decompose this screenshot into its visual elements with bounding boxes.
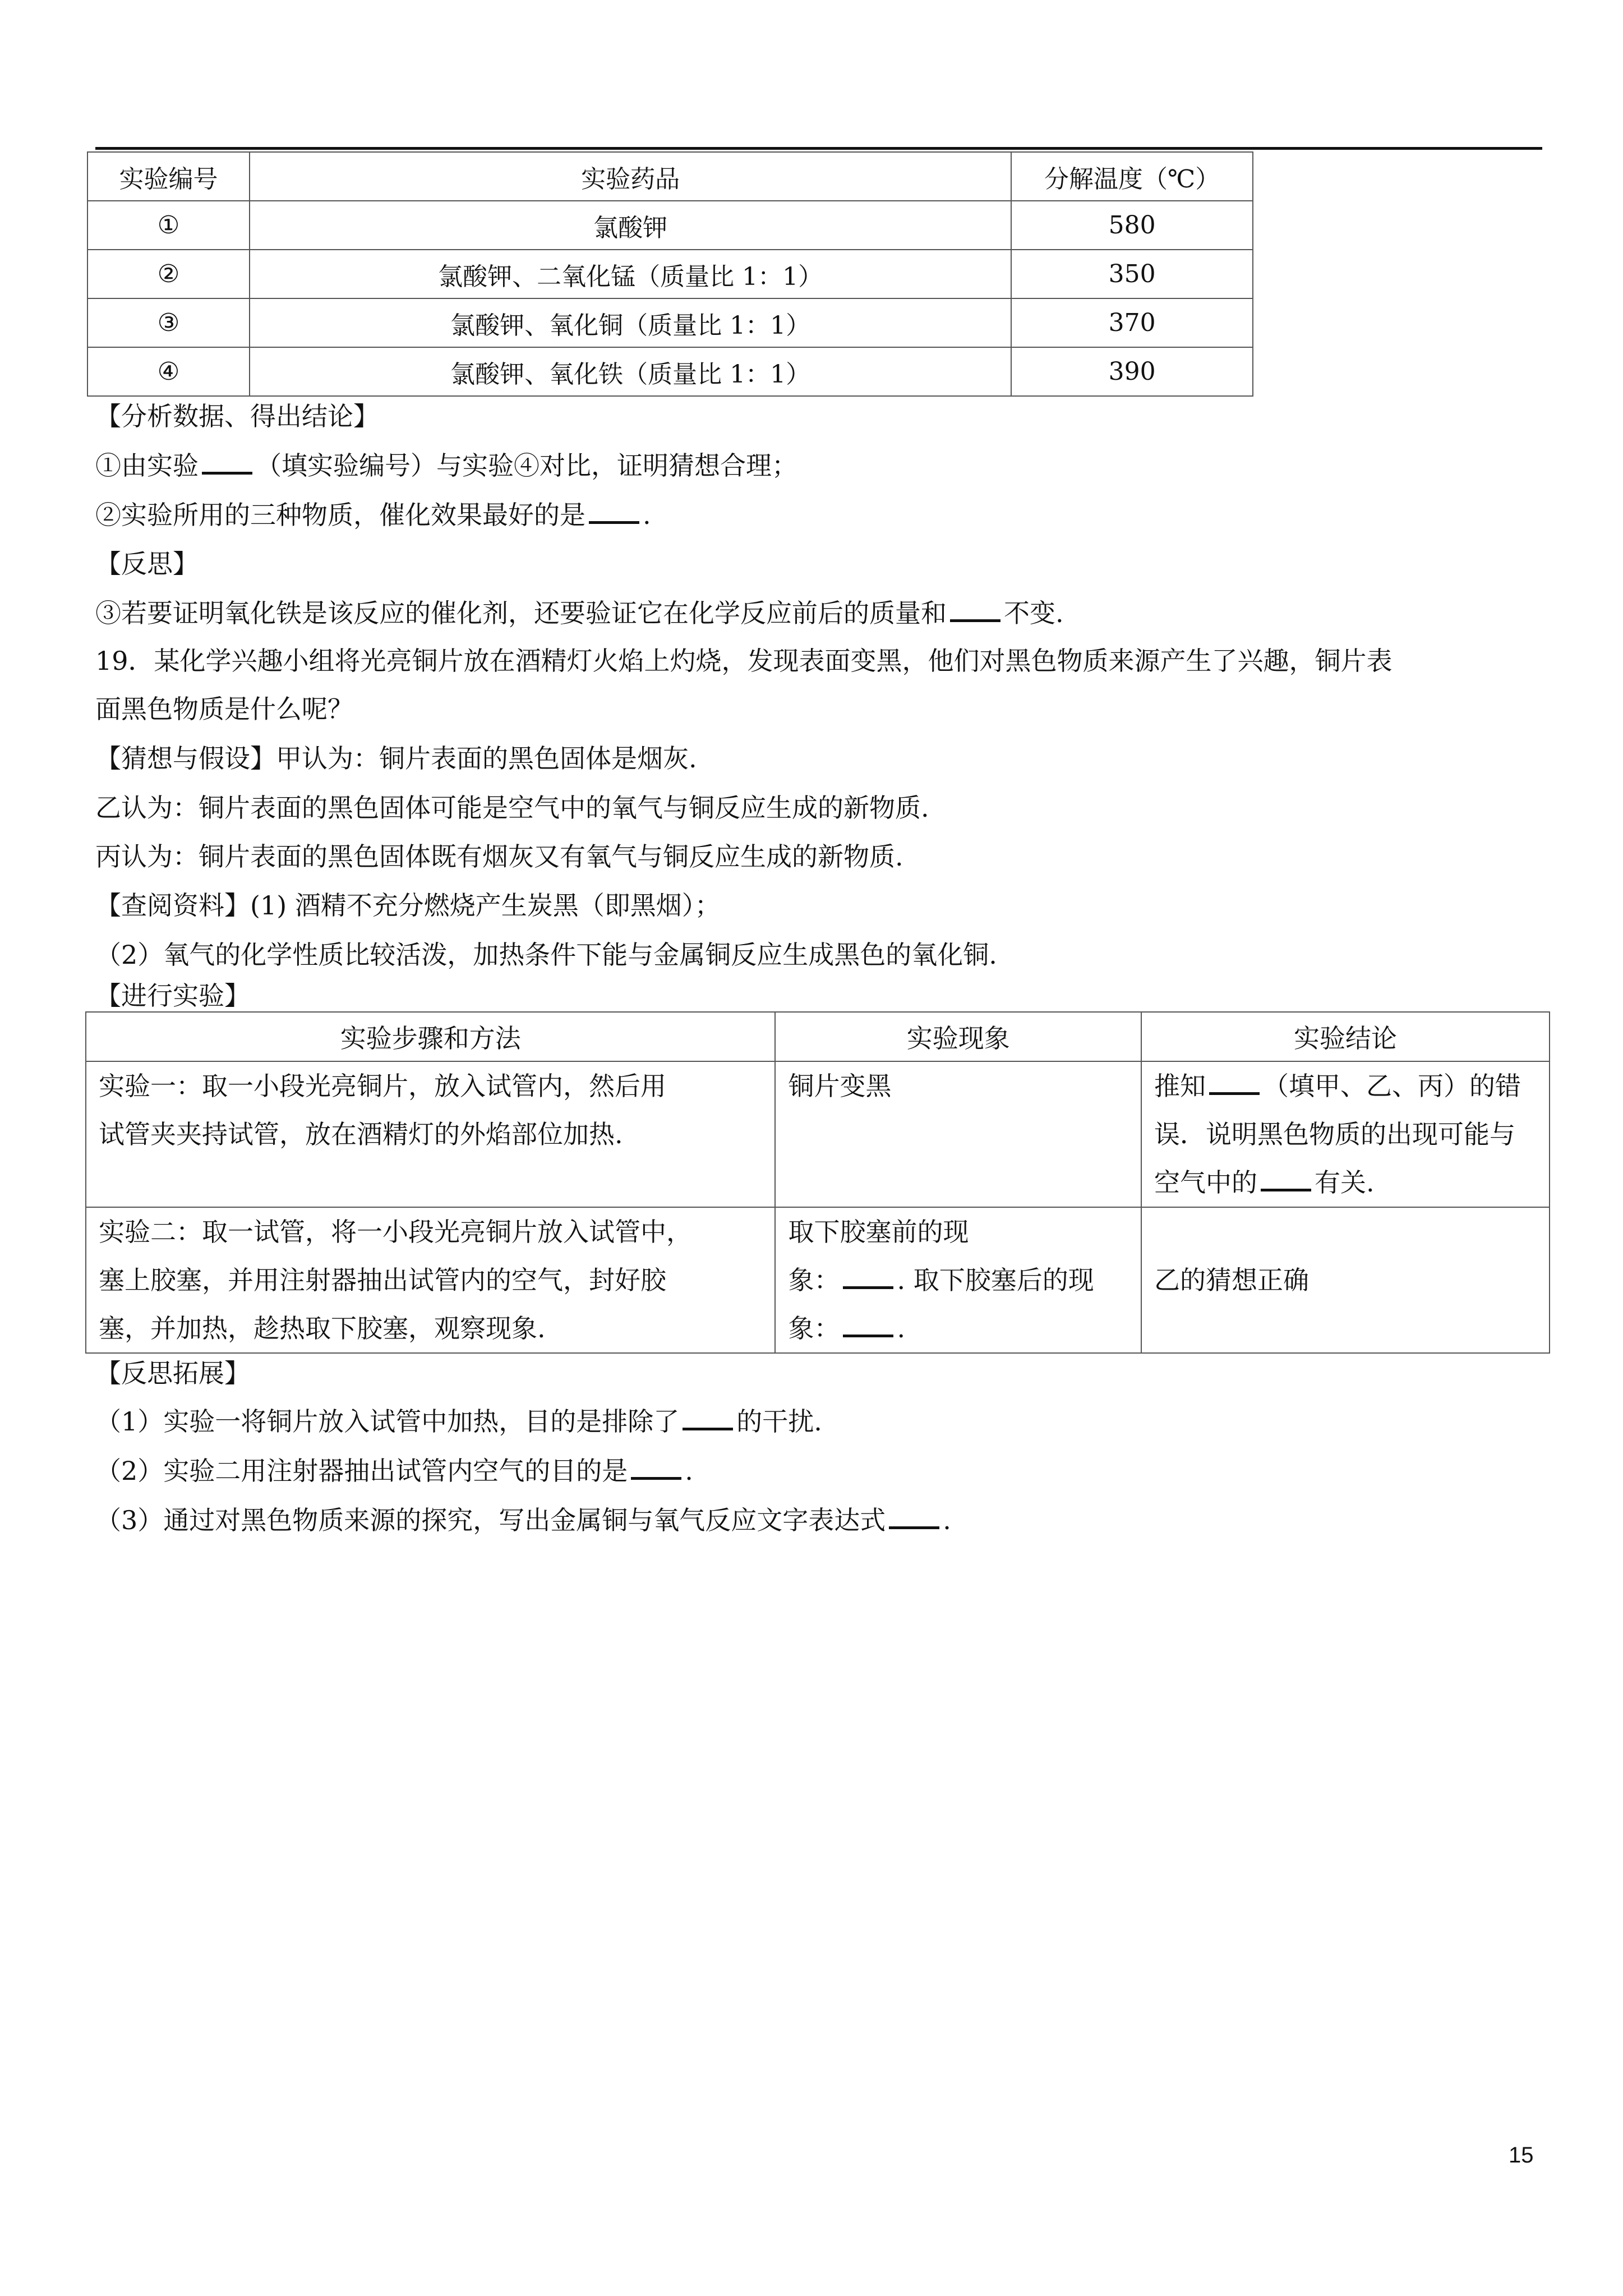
answer-blank[interactable]: [1209, 1091, 1260, 1095]
conclusion-line: [1154, 1062, 1537, 1110]
experiment-id: ②: [87, 250, 250, 298]
phenomenon-text: .: [897, 1313, 906, 1343]
analysis-text: （填实验编号）与实验④对比，证明猜想合理；: [256, 450, 797, 481]
experiment-drug: 氯酸钾: [250, 201, 1011, 250]
page-number: 15: [1509, 2143, 1534, 2168]
experiment-id: ③: [87, 298, 250, 347]
phenomenon-line: [788, 1304, 1128, 1352]
step-line: 塞，并加热，趁热取下胶塞，观察现象.: [99, 1313, 546, 1343]
phenomenon-text: . 取下胶塞后的现: [897, 1265, 1094, 1295]
extension-text: .: [685, 1456, 693, 1486]
answer-blank[interactable]: [202, 471, 252, 475]
conclusion-line: [1154, 1158, 1537, 1207]
extension-text: 的干扰.: [736, 1406, 822, 1437]
header-cell: 实验编号: [87, 152, 250, 201]
reference-2: （2）氧气的化学性质比较活泼，加热条件下能与金属铜反应生成黑色的氧化铜.: [95, 940, 997, 970]
experiment-id: ①: [87, 201, 250, 250]
extension-text: （3）通过对黑色物质来源的探究，写出金属铜与氧气反应文字表达式: [95, 1505, 886, 1535]
step-line: 实验一：取一小段光亮铜片，放入试管内，然后用: [99, 1071, 666, 1101]
experiment-steps: [86, 1061, 775, 1207]
header-cell: 实验现象: [775, 1012, 1141, 1061]
decomposition-table: [87, 151, 1253, 397]
decomposition-temp: 370: [1011, 298, 1253, 347]
header-cell: 实验药品: [250, 152, 1011, 201]
answer-blank[interactable]: [683, 1427, 733, 1430]
extension-text: .: [943, 1505, 951, 1535]
analysis-item-1: [95, 449, 797, 482]
answer-blank[interactable]: [589, 520, 639, 524]
analysis-text: ②实验所用的三种物质，催化效果最好的是: [95, 500, 585, 530]
phenomenon-line: 铜片变黑: [788, 1071, 892, 1101]
header-cell: 分解温度（℃）: [1011, 152, 1253, 201]
conclusion-text: （填甲、乙、丙）的错: [1262, 1071, 1521, 1101]
conclusion-line: 误．说明黑色物质的出现可能与: [1154, 1119, 1515, 1149]
decomposition-temp: 350: [1011, 250, 1253, 298]
answer-blank[interactable]: [631, 1476, 681, 1480]
table-row: [86, 1207, 1550, 1353]
phenomenon-text: 象：: [788, 1265, 840, 1295]
experiment-drug: 氯酸钾、二氧化锰（质量比 1：1）: [250, 250, 1011, 298]
answer-blank[interactable]: [843, 1333, 893, 1337]
header-cell: 实验结论: [1141, 1012, 1550, 1061]
section-heading-extension: 【反思拓展】: [95, 1358, 250, 1388]
hypothesis-yi: 乙认为：铜片表面的黑色固体可能是空气中的氧气与铜反应生成的新物质.: [95, 793, 929, 823]
table-row: [87, 298, 1253, 347]
phenomenon-line: [788, 1256, 1128, 1304]
experiment-drug: 氯酸钾、氧化铜（质量比 1：1）: [250, 298, 1011, 347]
extension-text: （2）实验二用注射器抽出试管内空气的目的是: [95, 1456, 628, 1486]
table-row: [87, 201, 1253, 250]
experiment-table: [85, 1011, 1550, 1354]
extension-text: （1）实验一将铜片放入试管中加热，目的是排除了: [95, 1406, 680, 1437]
table-header-row: [87, 152, 1253, 201]
table-row: [87, 347, 1253, 396]
hypothesis-bing: 丙认为：铜片表面的黑色固体既有烟灰又有氧气与铜反应生成的新物质.: [95, 841, 903, 872]
experiment-phenomenon: [775, 1207, 1141, 1353]
question-19-line-1: 19．某化学兴趣小组将光亮铜片放在酒精灯火焰上灼烧，发现表面变黑，他们对黑色物质来源产生了兴趣，铜片表: [95, 646, 1393, 676]
hypothesis-jia: 【猜想与假设】甲认为：铜片表面的黑色固体是烟灰.: [95, 743, 697, 774]
section-heading-experiment: 【进行实验】: [95, 981, 250, 1011]
experiment-drug: 氯酸钾、氧化铁（质量比 1：1）: [250, 347, 1011, 396]
answer-blank[interactable]: [889, 1525, 939, 1529]
analysis-text: ①由实验: [95, 450, 199, 481]
experiment-steps: [86, 1207, 775, 1353]
step-line: 实验二：取一试管，将一小段光亮铜片放入试管中，: [99, 1217, 692, 1247]
conclusion-text: 空气中的: [1154, 1167, 1257, 1198]
decomposition-temp: 390: [1011, 347, 1253, 396]
extension-item-1: [95, 1405, 822, 1438]
table-row: [86, 1061, 1550, 1207]
step-line-empty: [99, 1158, 762, 1207]
reflect-text: ③若要证明氧化铁是该反应的催化剂，还要验证它在化学反应前后的质量和: [95, 598, 947, 628]
reflect-item-3: [95, 596, 1064, 630]
extension-item-3: [95, 1503, 951, 1537]
phenomenon-text: 象：: [788, 1313, 840, 1343]
reflect-text: 不变.: [1004, 598, 1064, 628]
extension-item-2: [95, 1454, 693, 1488]
experiment-id: ④: [87, 347, 250, 396]
header-rule: [95, 147, 1542, 150]
experiment-conclusion: [1141, 1061, 1550, 1207]
analysis-text: .: [643, 500, 651, 530]
experiment-phenomenon: [775, 1061, 1141, 1207]
conclusion-text: 有关.: [1314, 1167, 1375, 1198]
step-line: 塞上胶塞，并用注射器抽出试管内的空气，封好胶: [99, 1265, 666, 1295]
conclusion-text: 推知: [1154, 1071, 1206, 1101]
header-cell: 实验步骤和方法: [86, 1012, 775, 1061]
answer-blank[interactable]: [950, 618, 1000, 622]
answer-blank[interactable]: [843, 1285, 893, 1289]
analysis-item-2: [95, 498, 651, 532]
answer-blank[interactable]: [1261, 1188, 1311, 1191]
decomposition-temp: 580: [1011, 201, 1253, 250]
experiment-conclusion: [1141, 1207, 1550, 1353]
conclusion-line: 乙的猜想正确: [1154, 1265, 1309, 1295]
table-header-row: [86, 1012, 1550, 1061]
table-row: [87, 250, 1253, 298]
section-heading-reflect: 【反思】: [95, 549, 199, 579]
step-line: 试管夹夹持试管，放在酒精灯的外焰部位加热.: [99, 1119, 623, 1149]
phenomenon-line: 取下胶塞前的现: [788, 1217, 969, 1247]
question-19-line-2: 面黑色物质是什么呢？: [95, 694, 353, 724]
reference-1: 【查阅资料】(1) 酒精不充分燃烧产生炭黑（即黑烟）；: [95, 890, 721, 921]
section-heading-analysis: 【分析数据、得出结论】: [95, 401, 379, 431]
